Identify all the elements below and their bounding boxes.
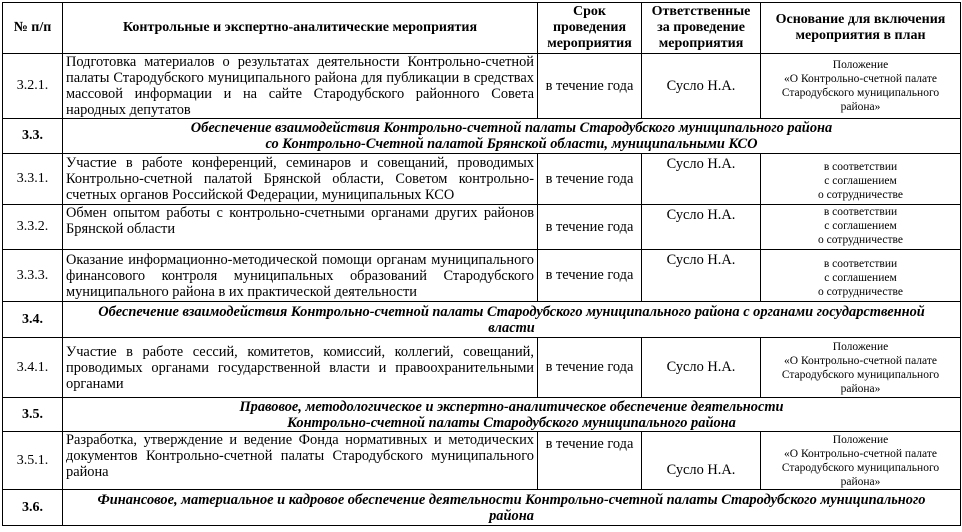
basis-cell (761, 154, 961, 205)
section-row (3, 490, 961, 526)
table-header-row (3, 3, 961, 54)
basis-line: о сотрудничестве (817, 234, 904, 246)
section-title (63, 302, 961, 338)
term-cell: в течение года (538, 54, 642, 119)
basis-line: о сотрудничестве (817, 286, 904, 298)
section-title (63, 119, 961, 154)
basis-line: Стародубского муниципального (781, 87, 940, 99)
basis-line: «О Контрольно-счетной палате (784, 354, 937, 367)
basis-cell (761, 54, 961, 119)
section-row (3, 398, 961, 432)
header-activities: Контрольные и экспертно-аналитические мероприятия (63, 3, 538, 54)
section-number: 3.5. (3, 398, 63, 432)
section-title-line: Обеспечение взаимодействия Контрольно-счетной палаты Стародубского муниципального района (190, 120, 833, 136)
basis-line: района» (840, 475, 881, 488)
basis-line: с соглашением (824, 175, 897, 187)
header-term: Срок проведения мероприятия (538, 3, 642, 54)
basis-line: Стародубского муниципального (781, 368, 940, 381)
basis-line: с соглашением (824, 220, 897, 232)
basis-line: в соответствии (823, 161, 898, 173)
section-row (3, 119, 961, 154)
basis-line: района» (840, 382, 881, 395)
activity-text: Подготовка материалов о результатах деятельности Контрольно-счетной палаты Стародубского муниципального района для публикации в средствах массовой информации и на сайте Стародубского районного Совета народных депутатов (63, 54, 538, 119)
basis-cell (761, 432, 961, 490)
basis-cell (761, 205, 961, 250)
basis-line: «О Контрольно-счетной палате (784, 447, 937, 460)
activity-text: Разработка, утверждение и ведение Фонда нормативных и методических документов Контрольно-счетной палаты Стародубского муниципального района (63, 432, 538, 490)
table-row (3, 338, 961, 398)
section-title-line: Контрольно-счетной палаты Стародубского муниципального района (287, 414, 736, 431)
table-row (3, 432, 961, 490)
table-row (3, 54, 961, 119)
activity-text: Обмен опытом работы с контрольно-счетными органами других районов Брянской области (63, 205, 538, 250)
section-title-line: Обеспечение взаимодействия Контрольно-счетной палаты Стародубского муниципального района с органами государственной (98, 303, 925, 320)
term-cell: в течение года (538, 250, 642, 302)
basis-cell (761, 338, 961, 398)
activity-text: Участие в работе конференций, семинаров и совещаний, проводимых Контрольно-счетной палатой Брянской области, Советом контрольно-счетных органов Российской Федерации, муниципальных КСО (63, 154, 538, 205)
row-number: 3.3.3. (3, 250, 63, 302)
basis-line: Положение (832, 340, 889, 353)
header-num: № п/п (3, 3, 63, 54)
header-responsible: Ответственные за проведение мероприятия (642, 3, 761, 54)
table-row (3, 154, 961, 205)
section-title-line: Финансовое, материальное и кадровое обеспечение деятельности Контрольно-счетной палаты Стародубского муниципального (97, 491, 926, 508)
activities-plan-table (2, 2, 961, 526)
basis-line: «О Контрольно-счетной палате (784, 73, 937, 85)
table-row (3, 205, 961, 250)
term-cell: в течение года (538, 432, 642, 490)
section-title (63, 490, 961, 526)
responsible-cell: Сусло Н.А. (642, 250, 761, 302)
basis-line: Положение (832, 59, 889, 71)
basis-line: с соглашением (824, 272, 897, 284)
term-cell: в течение года (538, 154, 642, 205)
section-title-line: района (489, 507, 534, 524)
basis-line: Стародубского муниципального (781, 461, 940, 474)
row-number: 3.5.1. (3, 432, 63, 490)
basis-cell (761, 250, 961, 302)
responsible-cell: Сусло Н.А. (642, 432, 761, 490)
section-title-line: власти (488, 319, 535, 336)
term-cell: в течение года (538, 205, 642, 250)
row-number: 3.3.1. (3, 154, 63, 205)
table-row (3, 250, 961, 302)
section-title-line: Правовое, методологическое и экспертно-аналитическое обеспечение деятельности (239, 398, 784, 415)
section-number: 3.6. (3, 490, 63, 526)
row-number: 3.4.1. (3, 338, 63, 398)
basis-line: о сотрудничестве (817, 189, 904, 201)
section-title-line: со Контрольно-Счетной палатой Брянской области, муниципальными КСО (265, 136, 758, 152)
row-number: 3.3.2. (3, 205, 63, 250)
responsible-cell: Сусло Н.А. (642, 54, 761, 119)
basis-line: в соответствии (823, 206, 898, 218)
basis-line: Положение (832, 433, 889, 446)
section-number: 3.4. (3, 302, 63, 338)
activity-text: Участие в работе сессий, комитетов, комиссий, коллегий, совещаний, проводимых органами государственной власти и правоохранительными органами (63, 338, 538, 398)
responsible-cell: Сусло Н.А. (642, 154, 761, 205)
responsible-cell: Сусло Н.А. (642, 205, 761, 250)
row-number: 3.2.1. (3, 54, 63, 119)
basis-line: в соответствии (823, 258, 898, 270)
responsible-cell: Сусло Н.А. (642, 338, 761, 398)
term-cell: в течение года (538, 338, 642, 398)
section-title (63, 398, 961, 432)
section-number: 3.3. (3, 119, 63, 154)
activity-text: Оказание информационно-методической помощи органам муниципального финансового контроля муниципальных образований Стародубского муниципального района в их практической деятельности (63, 250, 538, 302)
header-basis: Основание для включения мероприятия в план (761, 3, 961, 54)
section-row (3, 302, 961, 338)
basis-line: района» (840, 101, 881, 113)
